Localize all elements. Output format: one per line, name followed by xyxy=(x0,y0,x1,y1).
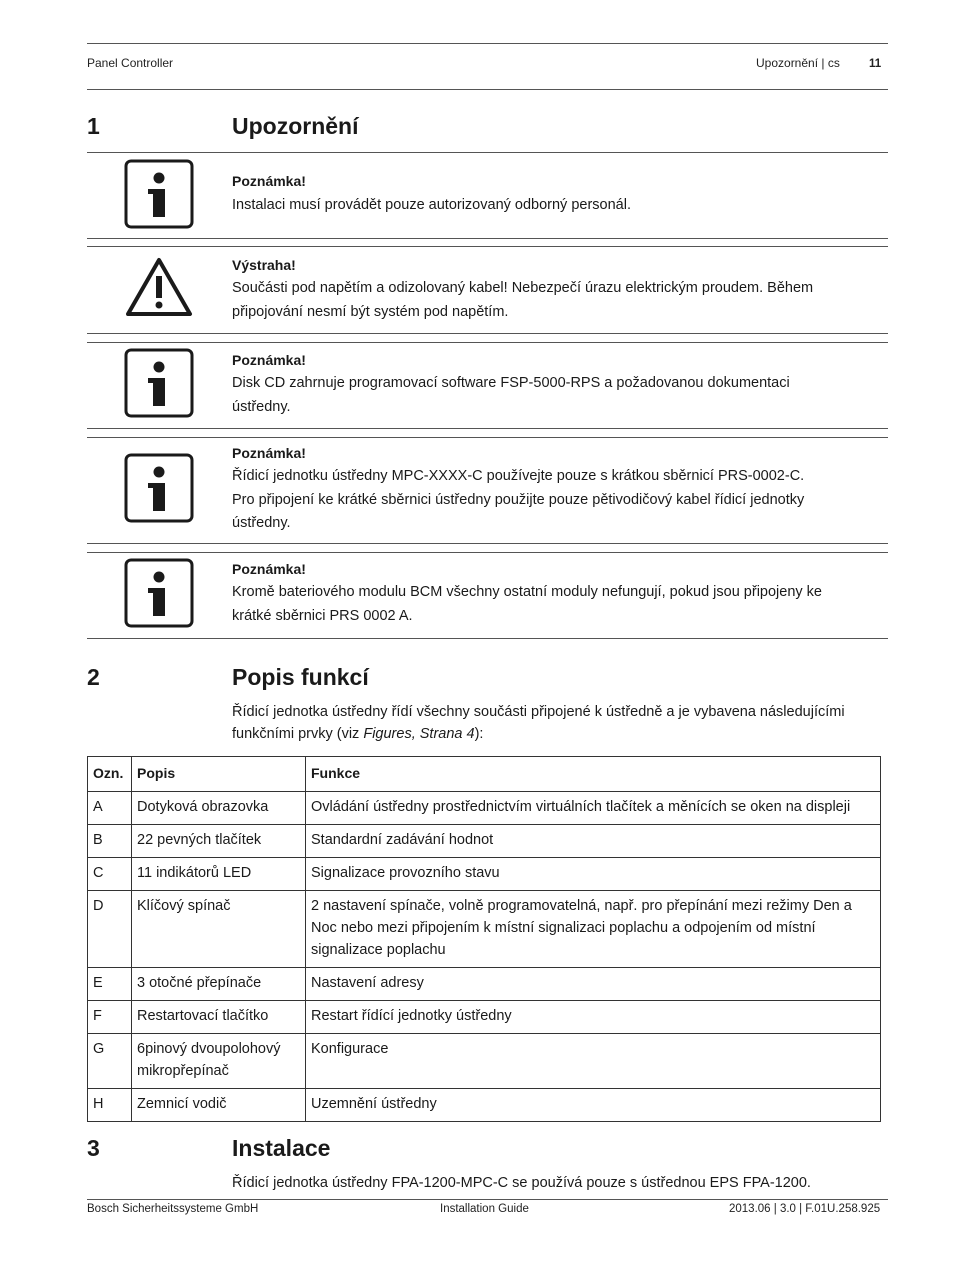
table-header-row xyxy=(88,757,881,792)
divider xyxy=(87,437,888,438)
section-2-number: 2 xyxy=(87,664,100,690)
notice-line: Kromě bateriového modulu BCM všechny ostatní moduly nefungují, pokud jsou připojeny ke xyxy=(232,584,822,600)
divider xyxy=(87,152,888,153)
column-header: Funkce xyxy=(306,757,881,792)
table-cell: Zemnicí vodič xyxy=(132,1089,306,1122)
table-cell: F xyxy=(88,1001,132,1034)
divider xyxy=(87,333,888,334)
footer-rule xyxy=(87,1199,888,1200)
notice-line: krátké sběrnici PRS 0002 A. xyxy=(232,607,413,624)
table-cell: Ovládání ústředny prostřednictvím virtuálních tlačítek a měnících se oken na displeji xyxy=(306,792,881,825)
figures-reference-link[interactable]: Figures, Strana 4 xyxy=(363,726,475,742)
divider xyxy=(87,552,888,553)
divider xyxy=(87,428,888,429)
divider xyxy=(87,238,888,239)
table-cell: 22 pevných tlačítek xyxy=(132,825,306,858)
table-cell: H xyxy=(88,1089,132,1122)
notice-5-text xyxy=(232,581,882,628)
footer-doc-id: 2013.06 | 3.0 | F.01U.258.925 xyxy=(729,1203,881,1215)
info-icon xyxy=(124,453,194,528)
notice-3-title: Poznámka! xyxy=(232,352,306,368)
table-cell: 11 indikátorů LED xyxy=(132,858,306,891)
warning-icon xyxy=(124,256,194,323)
table-cell: Restart řídící jednotky ústředny xyxy=(306,1001,881,1034)
features-table xyxy=(87,756,881,1122)
info-icon xyxy=(124,558,194,633)
info-icon xyxy=(124,159,194,234)
header-bottom-rule xyxy=(87,89,888,90)
notice-line: ústředny. xyxy=(232,398,291,415)
table-cell: Standardní zadávání hodnot xyxy=(306,825,881,858)
divider xyxy=(87,342,888,343)
table-cell: B xyxy=(88,825,132,858)
table-row xyxy=(88,858,881,891)
table-cell: Restartovací tlačítko xyxy=(132,1001,306,1034)
table-cell: E xyxy=(88,968,132,1001)
notice-4-title: Poznámka! xyxy=(232,445,306,461)
header-section-label: Upozornění | cs xyxy=(756,56,840,70)
table-cell: Uzemnění ústředny xyxy=(306,1089,881,1122)
table-cell: Nastavení adresy xyxy=(306,968,881,1001)
header-doc-title: Panel Controller xyxy=(87,56,174,70)
intro-text: Řídicí jednotka ústředny řídí všechny součásti připojené k ústředně a je vybavena následujícími funkčními prvky (viz xyxy=(232,704,845,742)
divider xyxy=(87,638,888,639)
section-2-intro xyxy=(232,701,892,745)
section-1-title: Upozornění xyxy=(232,113,359,139)
notice-2-text xyxy=(232,277,882,324)
notice-line: Řídicí jednotku ústředny MPC-XXXX-C používejte pouze s krátkou sběrnicí PRS-0002-C. xyxy=(232,468,805,484)
table-cell: A xyxy=(88,792,132,825)
notice-3-text xyxy=(232,372,882,419)
column-header: Popis xyxy=(132,757,306,792)
intro-end: ): xyxy=(474,726,484,742)
header-top-rule xyxy=(87,43,888,44)
notice-1-title: Poznámka! xyxy=(232,173,306,189)
table-cell: Konfigurace xyxy=(306,1034,881,1089)
divider xyxy=(87,246,888,247)
table-cell: G xyxy=(88,1034,132,1089)
notice-line: Disk CD zahrnuje programovací software FSP-5000-RPS a požadovanou dokumentaci xyxy=(232,375,790,391)
table-cell: 3 otočné přepínače xyxy=(132,968,306,1001)
section-2-title: Popis funkcí xyxy=(232,664,369,690)
header-page-number: 11 xyxy=(869,58,882,70)
section-1-number: 1 xyxy=(87,113,100,139)
notice-line: Instalaci musí provádět pouze autorizovaný odborný personál. xyxy=(232,197,631,213)
divider xyxy=(87,543,888,544)
table-cell: 2 nastavení spínače, volně programovatelná, např. pro přepínání mezi režimy Den a Noc nebo mezi připojením k místní signalizaci poplachu a odpojením od místní signalizace poplachu xyxy=(306,891,881,968)
table-row xyxy=(88,825,881,858)
notice-1-text xyxy=(232,194,882,218)
section-3-title: Instalace xyxy=(232,1135,331,1161)
column-header: Ozn. xyxy=(88,757,132,792)
notice-5-title: Poznámka! xyxy=(232,561,306,577)
notice-line: Součásti pod napětím a odizolovaný kabel! Nebezpečí úrazu elektrickým proudem. Během xyxy=(232,280,814,296)
notice-2-title: Výstraha! xyxy=(232,257,296,273)
table-cell: 6pinový dvoupolohový mikropřepínač xyxy=(132,1034,306,1089)
table-row xyxy=(88,891,881,968)
notice-4-text xyxy=(232,465,882,536)
footer-company: Bosch Sicherheitssysteme GmbH xyxy=(87,1203,259,1215)
table-row xyxy=(88,968,881,1001)
table-cell: Dotyková obrazovka xyxy=(132,792,306,825)
table-cell: D xyxy=(88,891,132,968)
table-cell: C xyxy=(88,858,132,891)
table-cell: Klíčový spínač xyxy=(132,891,306,968)
notice-line: připojování nesmí být systém pod napětím. xyxy=(232,303,509,320)
section-3-text: Řídicí jednotka ústředny FPA-1200-MPC-C se používá pouze s ústřednou EPS FPA-1200. xyxy=(232,1175,811,1191)
notice-line: ústředny. xyxy=(232,515,291,531)
info-icon xyxy=(124,348,194,423)
footer-doc-type: Installation Guide xyxy=(440,1203,529,1215)
table-cell: Signalizace provozního stavu xyxy=(306,858,881,891)
table-row xyxy=(88,1001,881,1034)
table-row xyxy=(88,792,881,825)
section-3-number: 3 xyxy=(87,1135,100,1161)
notice-line: Pro připojení ke krátké sběrnici ústředny použijte pouze pětivodičový kabel řídicí jednotky xyxy=(232,491,805,508)
table-row xyxy=(88,1034,881,1089)
table-row xyxy=(88,1089,881,1122)
